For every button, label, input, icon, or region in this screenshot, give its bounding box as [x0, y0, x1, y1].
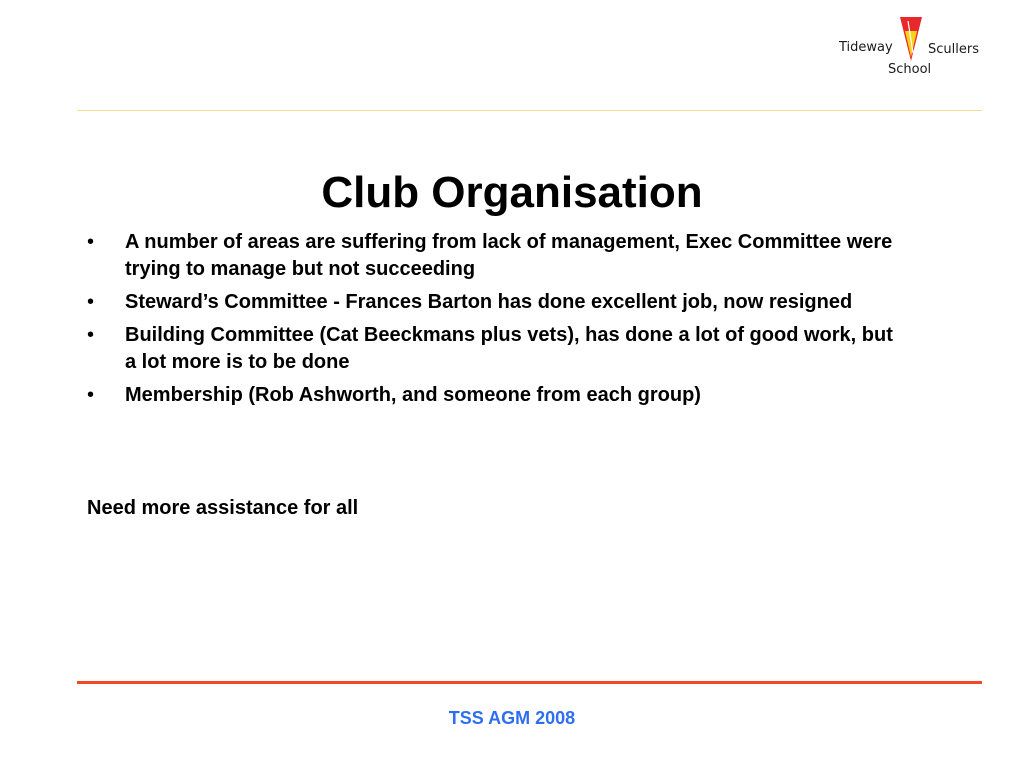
logo-word-tideway: Tideway [839, 40, 893, 55]
bullet-dot: • [87, 231, 95, 253]
bullet-item [87, 289, 907, 316]
club-logo [830, 14, 990, 78]
bullet-dot: • [87, 384, 95, 406]
logo-word-scullers: Scullers [928, 42, 979, 57]
bullet-text: Steward’s Committee - Frances Barton has done excellent job, now resigned [125, 291, 853, 313]
bullet-dot: • [87, 324, 95, 346]
shield-oar-icon [900, 17, 922, 61]
closing-statement: Need more assistance for all [87, 497, 359, 519]
bullet-dot: • [87, 291, 95, 313]
bullet-text: Building Committee (Cat Beeckmans plus vets), has done a lot of good work, but a lot more is to be done [125, 324, 893, 373]
bottom-divider [77, 681, 982, 684]
bullet-item [87, 229, 907, 283]
slide-title: Club Organisation [321, 168, 703, 218]
footer-text: TSS AGM 2008 [448, 708, 576, 728]
bullet-list [87, 229, 907, 415]
logo-word-school: School [888, 62, 932, 77]
bullet-item [87, 382, 907, 409]
bullet-item [87, 322, 907, 376]
top-divider [77, 110, 982, 111]
bullet-text: Membership (Rob Ashworth, and someone from each group) [125, 384, 701, 406]
bullet-text: A number of areas are suffering from lack of management, Exec Committee were trying to manage but not succeeding [125, 231, 893, 280]
